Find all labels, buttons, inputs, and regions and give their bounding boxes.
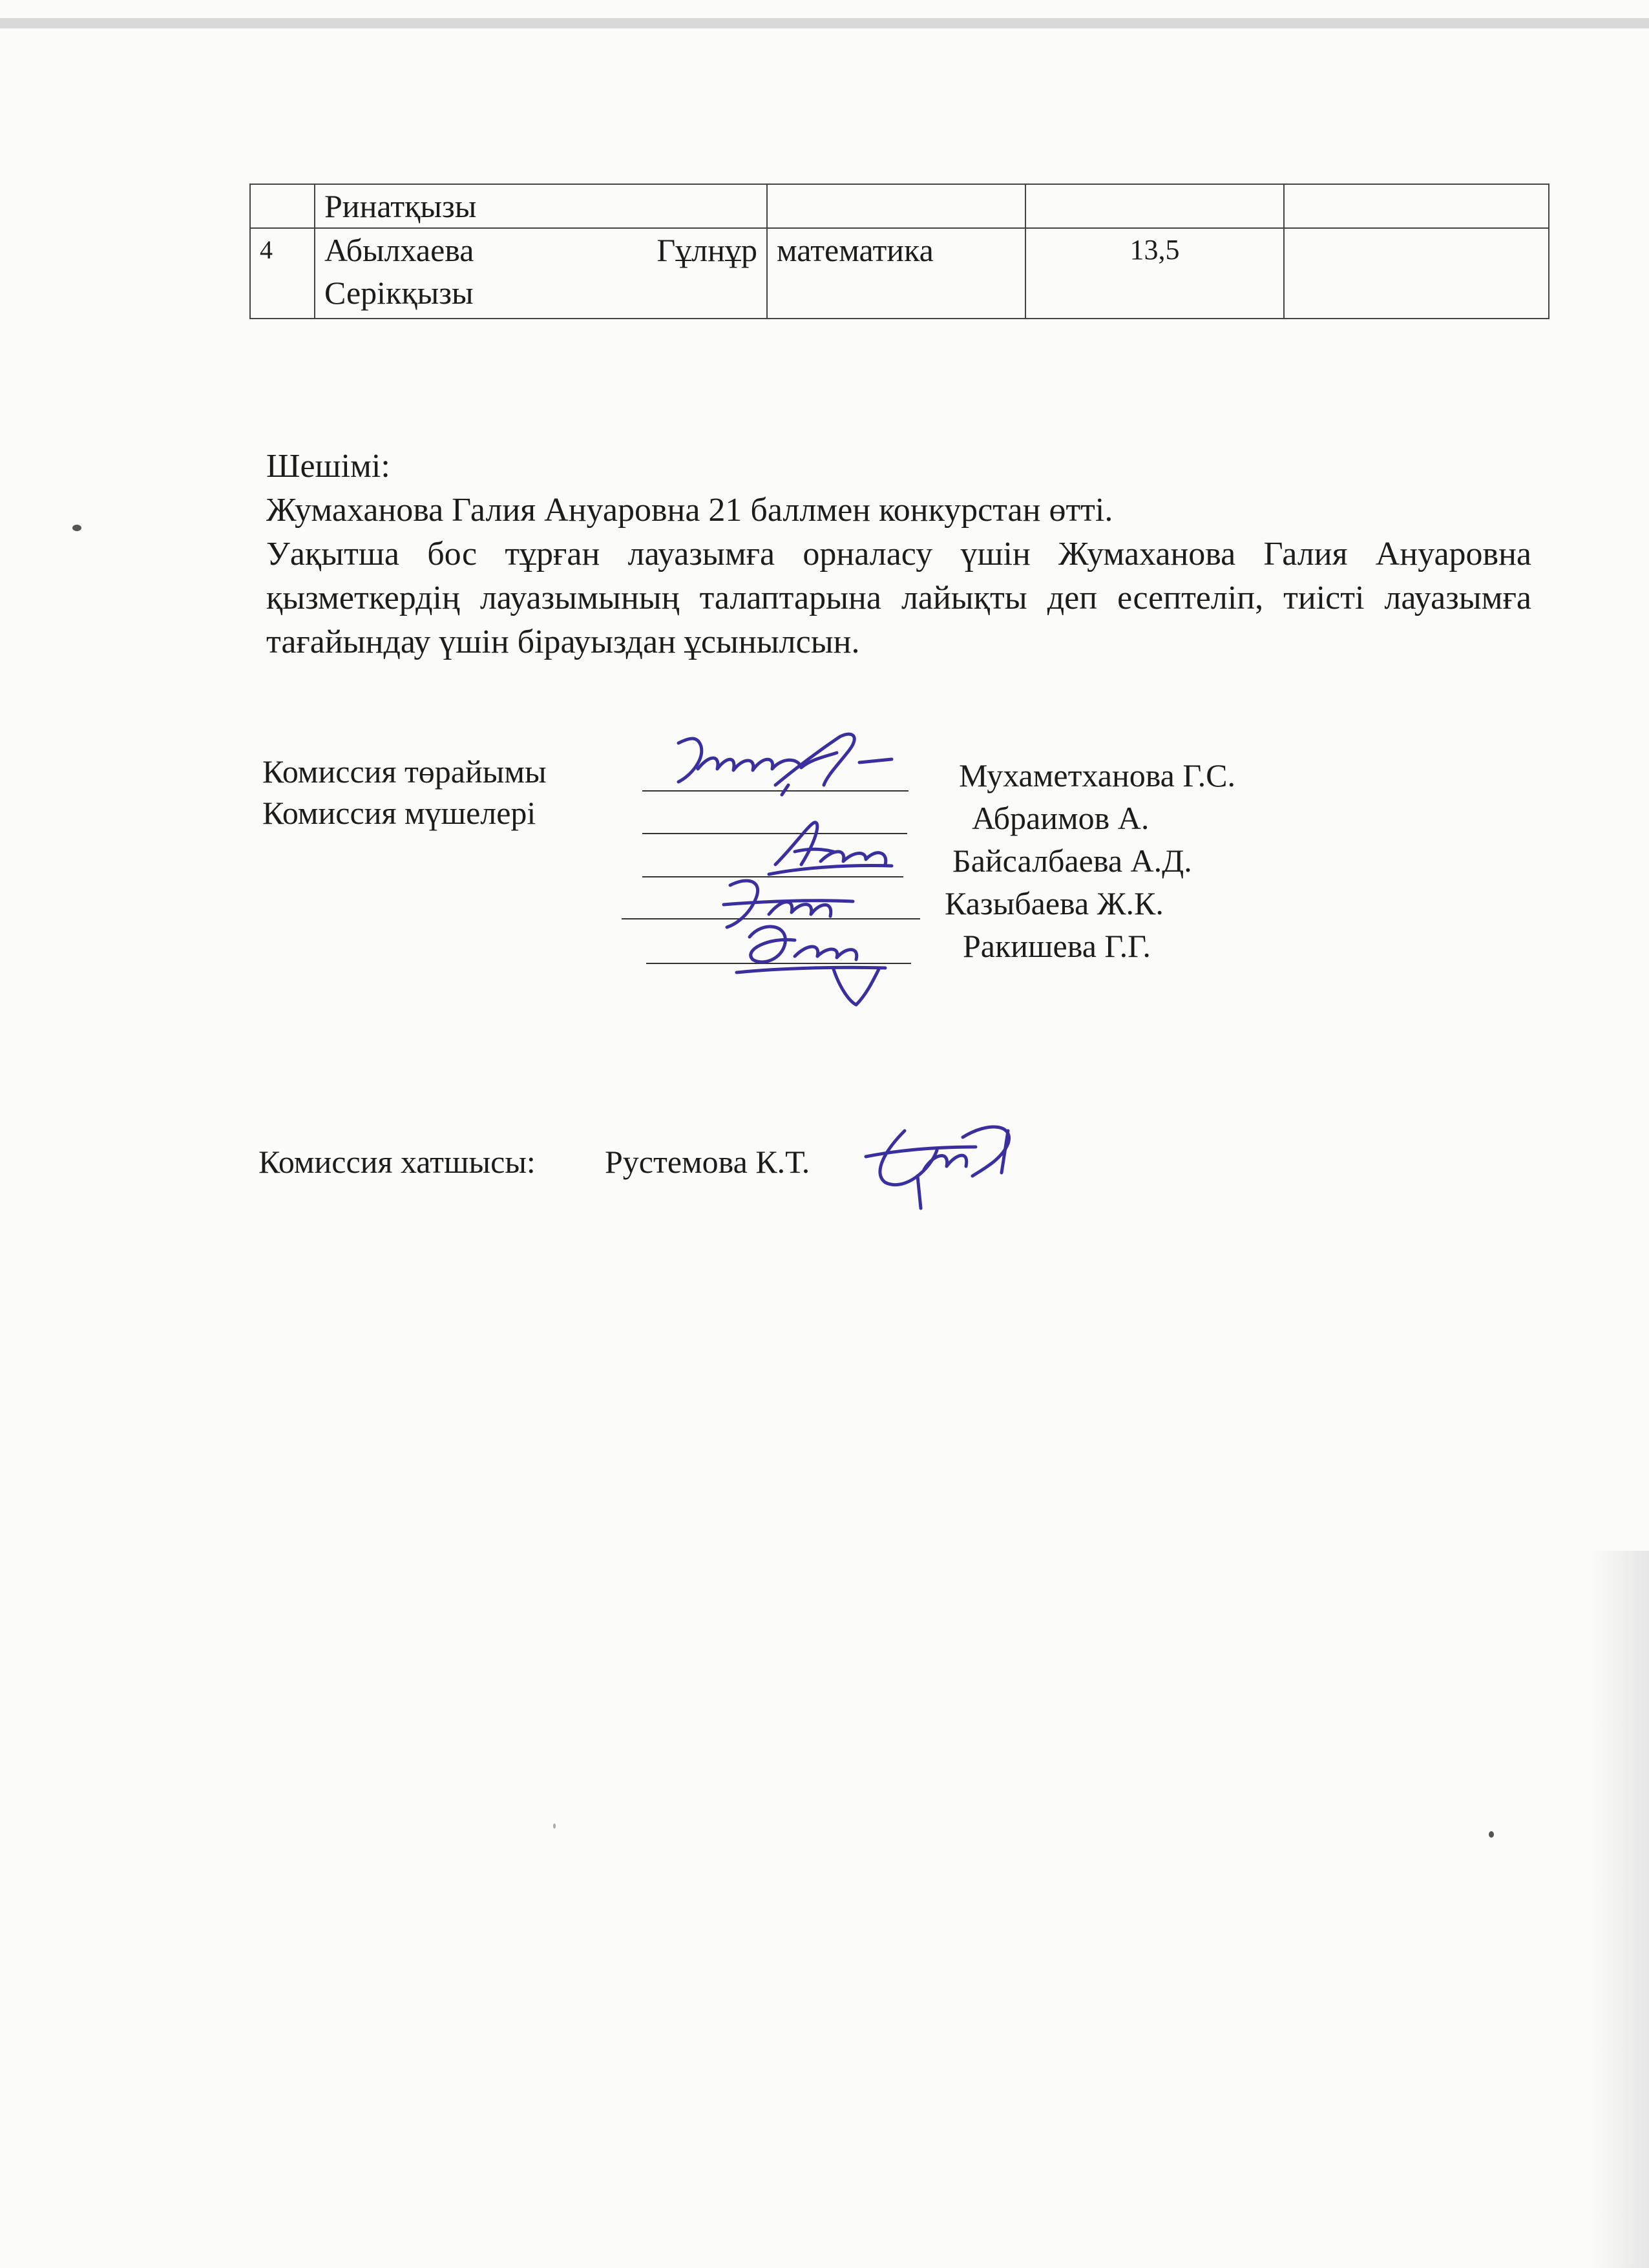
candidate-surname: Абылхаева [324,232,474,268]
candidate-patronymic: Серікқызы [324,275,474,311]
decision-recommendation: Уақытша бос тұрған лауазымға орналасу үшін Жумаханова Галия Ануаровна қызметкердің лауазымының талаптарына лайықты деп есептеліп, тиісті лауазымға тағайындау үшін бірауыздан ұсынылсын. [266,536,1531,660]
secretary-label: Комиссия хатшысы: [258,1144,536,1180]
table-row [250,184,1549,228]
chair-signature [666,724,911,801]
subject-cell [767,184,1025,228]
member-name: Абраимов А. [972,800,1150,836]
member-signature [730,911,892,1008]
candidate-firstname: Гұлнұр [656,232,757,268]
row-number: 4 [250,228,315,319]
candidate-name [315,228,767,319]
decision-heading: Шешімі: [266,448,390,485]
subject-cell: математика [767,228,1025,319]
secretary-signature [859,1111,1027,1215]
score-cell: 13,5 [1025,228,1284,319]
table-row [250,228,1549,319]
extra-cell [1284,228,1549,319]
scan-top-border [0,18,1649,28]
scan-speck [72,525,81,531]
decision-result: Жумаханова Галия Ануаровна 21 баллмен конкурстан өтті. [266,492,1113,529]
row-number [250,184,315,228]
scan-edge-shadow [1591,1551,1649,2268]
scan-speck [553,1823,556,1829]
members-label: Комиссия мүшелері [262,795,536,831]
candidate-name-line [324,229,757,271]
member-name: Байсалбаева А.Д. [952,843,1192,879]
member-name: Ракишева Г.Г. [963,928,1151,964]
candidate-name [315,184,767,228]
secretary-name: Рустемова К.Т. [605,1144,810,1180]
scan-speck [1489,1831,1494,1838]
member-name: Казыбаева Ж.К. [945,885,1164,921]
chair-label: Комиссия төрайымы [262,753,547,790]
chair-name: Мухаметханова Г.С. [959,757,1235,793]
decision-section [266,445,1531,664]
score-cell [1025,184,1284,228]
results-table [249,184,1549,319]
candidate-name-part: Ринатқызы [324,188,477,224]
extra-cell [1284,184,1549,228]
